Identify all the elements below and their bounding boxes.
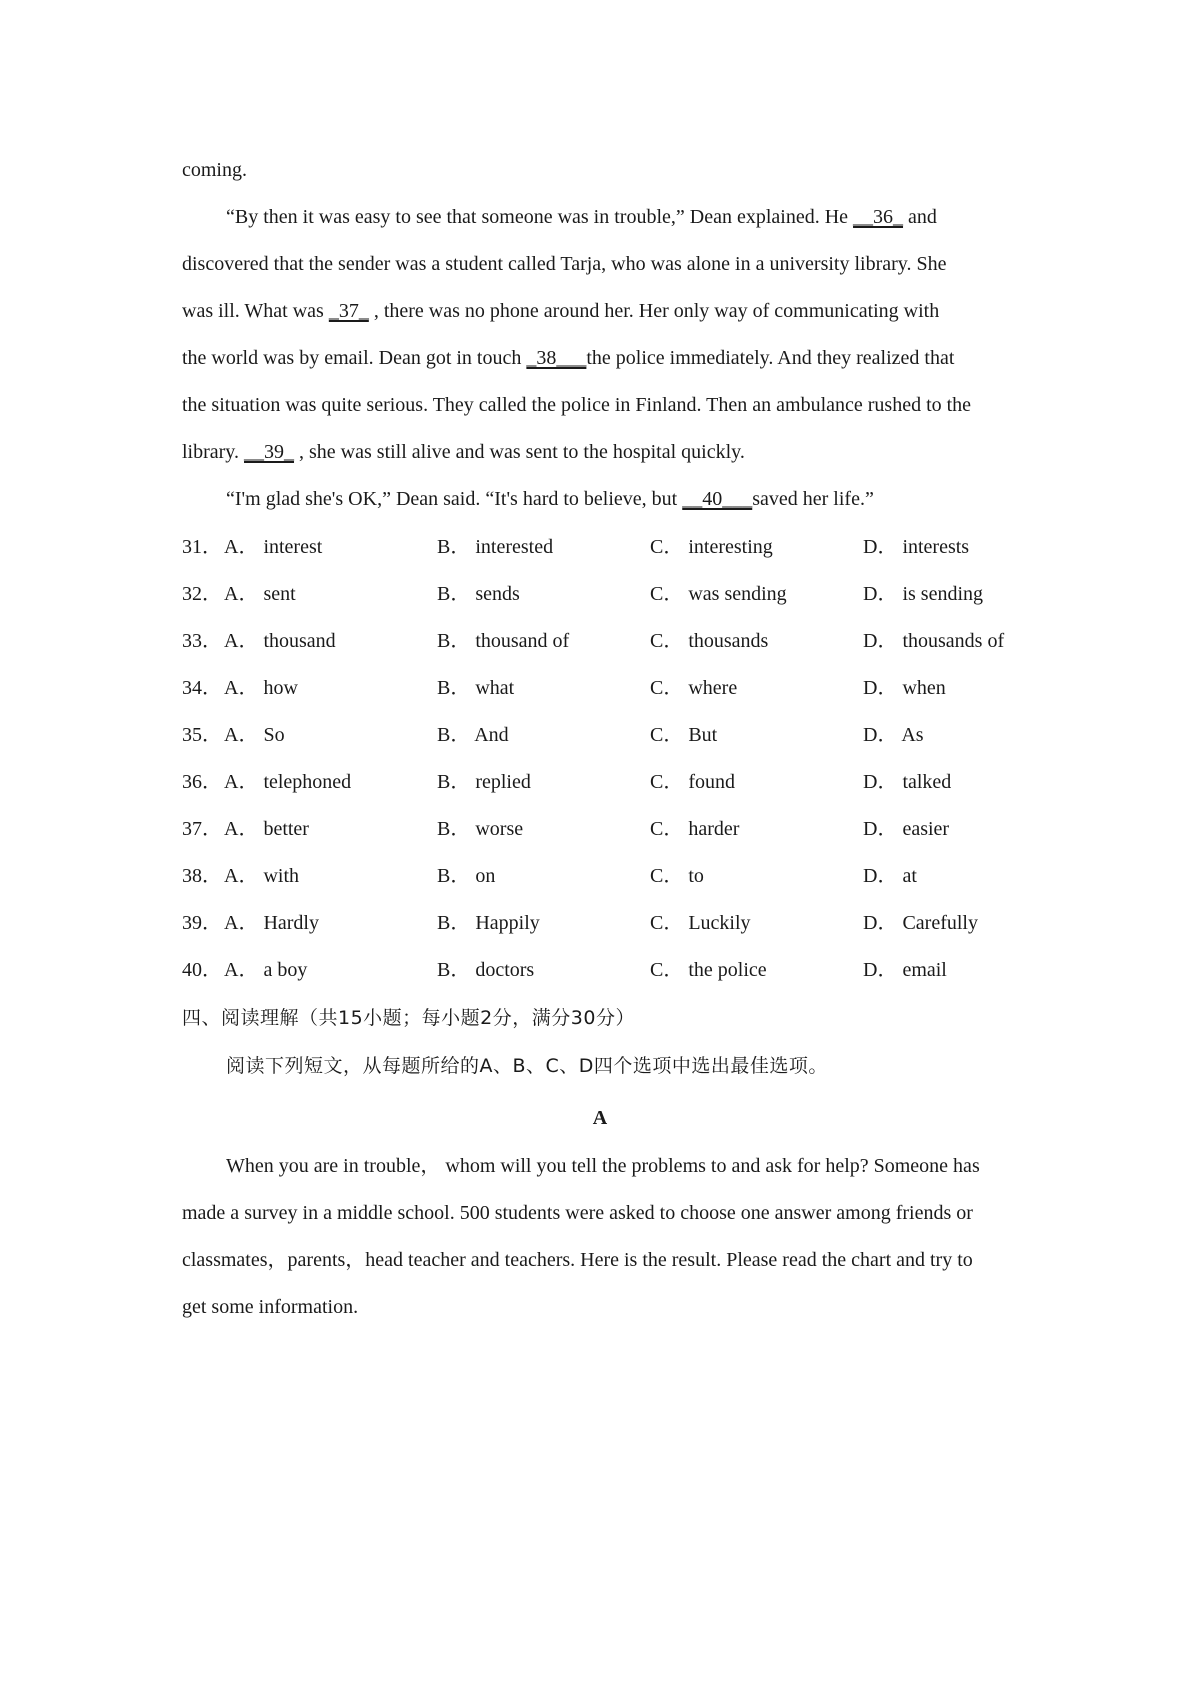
question-38 bbox=[182, 862, 1042, 890]
passage-line-5 bbox=[182, 344, 1032, 372]
option-d: D． is sending bbox=[863, 583, 983, 605]
question-number: 39． bbox=[182, 912, 222, 934]
text: the situation was quite serious. They called the police in Finland. Then an ambulance rushed to the bbox=[182, 394, 972, 416]
option-c: C． But bbox=[650, 724, 718, 746]
text: “By then it was easy to see that someone was in trouble,” Dean explained. He bbox=[226, 206, 854, 228]
option-d: D． thousands of bbox=[863, 630, 1005, 652]
passage-line-3 bbox=[182, 250, 1032, 278]
question-number: 34． bbox=[182, 677, 222, 699]
passage-line-2 bbox=[226, 203, 1076, 231]
option-d: D． at bbox=[863, 865, 917, 887]
option-c: C． the police bbox=[650, 959, 767, 981]
blank-38: _38___ bbox=[526, 347, 587, 369]
text: saved her life.” bbox=[752, 488, 874, 510]
passage-line-8 bbox=[226, 485, 1076, 513]
text: “I'm glad she's OK,” Dean said. “It's hard to believe, but bbox=[226, 488, 683, 510]
text: , there was no phone around her. Her only way of communicating with bbox=[368, 300, 940, 322]
question-number: 32． bbox=[182, 583, 222, 605]
option-a: A． with bbox=[224, 865, 299, 887]
text: the police immediately. And they realized that bbox=[586, 347, 955, 369]
option-c: C． to bbox=[650, 865, 704, 887]
passage-line-6 bbox=[182, 391, 1032, 419]
question-33 bbox=[182, 627, 1042, 655]
reading-line-4: get some information. bbox=[182, 1296, 359, 1318]
option-a: A． thousand bbox=[224, 630, 336, 652]
question-37 bbox=[182, 815, 1042, 843]
option-c: C． interesting bbox=[650, 536, 773, 558]
option-b: B． doctors bbox=[437, 959, 535, 981]
option-a: A． interest bbox=[224, 536, 323, 558]
option-b: B． worse bbox=[437, 818, 524, 840]
text: , she was still alive and was sent to the hospital quickly. bbox=[294, 441, 745, 463]
option-c: C． found bbox=[650, 771, 735, 793]
question-number: 33． bbox=[182, 630, 222, 652]
text: library. bbox=[182, 441, 245, 463]
option-c: C． was sending bbox=[650, 583, 787, 605]
section-heading: 四、阅读理解（共15小题；每小题2分，满分30分） bbox=[182, 1007, 635, 1029]
reading-line-3: classmates，parents，head teacher and teachers. Here is the result. Please read the chart and try to bbox=[182, 1249, 973, 1271]
option-a: A． sent bbox=[224, 583, 296, 605]
text: discovered that the sender was a student called Tarja, who was alone in a university library. She bbox=[182, 253, 947, 275]
option-b: B． on bbox=[437, 865, 496, 887]
passage-line-7 bbox=[182, 438, 1032, 466]
blank-37: _37_ bbox=[328, 300, 369, 322]
option-d: D． talked bbox=[863, 771, 952, 793]
option-d: D． when bbox=[863, 677, 946, 699]
option-a: A． Hardly bbox=[224, 912, 319, 934]
option-d: D． easier bbox=[863, 818, 950, 840]
question-number: 31． bbox=[182, 536, 222, 558]
question-number: 40． bbox=[182, 959, 222, 981]
question-number: 36． bbox=[182, 771, 222, 793]
option-b: B． interested bbox=[437, 536, 554, 558]
question-40 bbox=[182, 956, 1042, 984]
option-c: C． Luckily bbox=[650, 912, 751, 934]
passage-line-1 bbox=[182, 156, 1032, 184]
blank-36: __36_ bbox=[853, 206, 904, 228]
option-c: C． harder bbox=[650, 818, 740, 840]
blank-40: __40___ bbox=[682, 488, 753, 510]
option-c: C． where bbox=[650, 677, 738, 699]
question-number: 37． bbox=[182, 818, 222, 840]
question-36 bbox=[182, 768, 1042, 796]
option-b: B． replied bbox=[437, 771, 531, 793]
option-a: A． a boy bbox=[224, 959, 308, 981]
option-a: A． how bbox=[224, 677, 298, 699]
option-a: A． telephoned bbox=[224, 771, 352, 793]
option-a: A． better bbox=[224, 818, 309, 840]
text: coming. bbox=[182, 159, 247, 181]
question-number: 35． bbox=[182, 724, 222, 746]
option-b: B． what bbox=[437, 677, 515, 699]
section-instruction: 阅读下列短文，从每题所给的A、B、C、D四个选项中选出最佳选项。 bbox=[226, 1055, 828, 1077]
blank-39: __39_ bbox=[244, 441, 295, 463]
text: the world was by email. Dean got in touch bbox=[182, 347, 527, 369]
question-35 bbox=[182, 721, 1042, 749]
text: was ill. What was bbox=[182, 300, 329, 322]
question-31 bbox=[182, 533, 1042, 561]
option-d: D． Carefully bbox=[863, 912, 978, 934]
option-b: B． Happily bbox=[437, 912, 540, 934]
option-b: B． sends bbox=[437, 583, 520, 605]
reading-line-2: made a survey in a middle school. 500 students were asked to choose one answer among friends or bbox=[182, 1202, 973, 1224]
question-32 bbox=[182, 580, 1042, 608]
option-d: D． email bbox=[863, 959, 947, 981]
option-c: C． thousands bbox=[650, 630, 769, 652]
option-b: B． And bbox=[437, 724, 509, 746]
reading-line-1: When you are in trouble， whom will you tell the problems to and ask for help? Someone has bbox=[226, 1155, 980, 1177]
passage-line-4 bbox=[182, 297, 1032, 325]
question-number: 38． bbox=[182, 865, 222, 887]
option-b: B． thousand of bbox=[437, 630, 570, 652]
option-d: D． interests bbox=[863, 536, 970, 558]
option-a: A． So bbox=[224, 724, 285, 746]
passage-title: A bbox=[592, 1107, 608, 1129]
question-39 bbox=[182, 909, 1042, 937]
text: and bbox=[903, 206, 937, 228]
option-d: D． As bbox=[863, 724, 924, 746]
question-34 bbox=[182, 674, 1042, 702]
